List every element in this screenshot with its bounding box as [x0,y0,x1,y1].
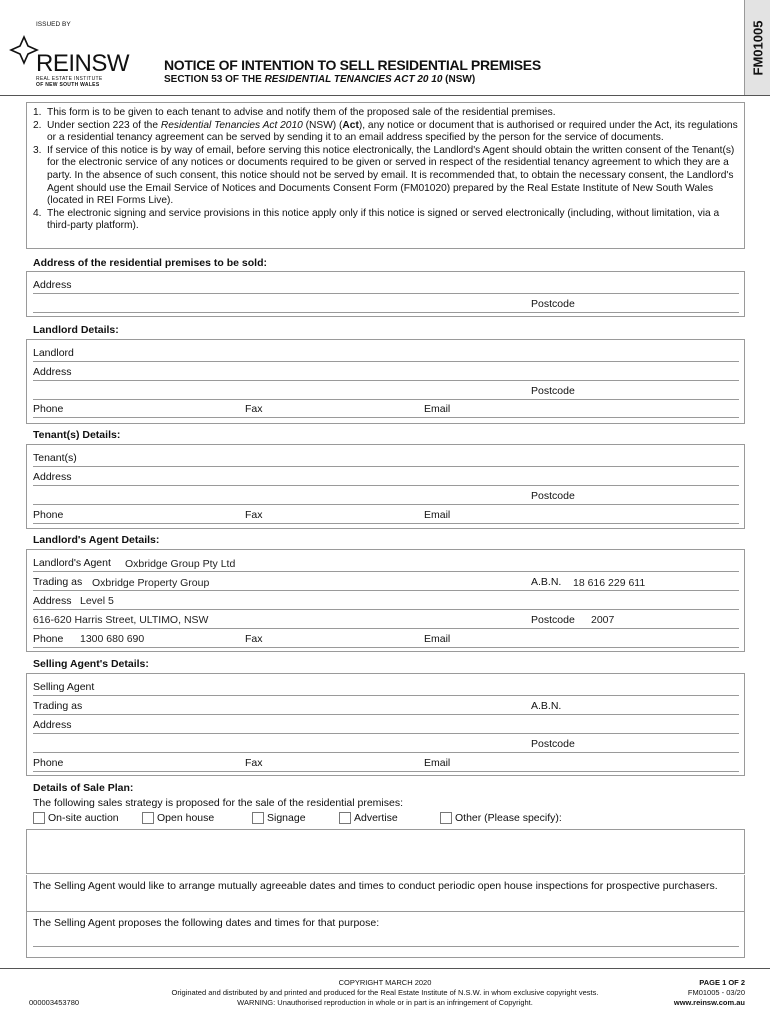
page-subtitle: SECTION 53 OF THE RESIDENTIAL TENANCIES ACT 20 10 (NSW) [164,74,476,85]
landlord-agent-fax-label: Fax [245,633,263,645]
selling-agent-abn-label: A.B.N. [531,700,562,712]
note-item: 4. The electronic signing and service provisions in this notice apply only if this notice is signed or served electronically (including, without limitation, via a third-party platform). [33,207,720,232]
tenant-name-label: Tenant(s) [33,452,77,464]
landlord-agent-address-line2[interactable]: 616-620 Harris Street, ULTIMO, NSW [33,614,209,626]
landlord-agent-abn-value[interactable]: 18 616 229 611 [573,577,646,589]
logo-sub2: OF NEW SOUTH WALES [36,82,100,88]
premises-address-label: Address [33,279,72,291]
landlord-agent-trading-field [33,590,739,591]
landlord-email-label: Email [424,403,451,415]
landlord-fax-label: Fax [245,403,263,415]
form-code-tab [744,0,770,96]
landlord-name-label: Landlord [33,347,74,359]
footer-website[interactable]: www.reinsw.com.au [673,998,745,1007]
logo-text: REINSW [36,50,129,77]
landlord-agent-label: Landlord's Agent [33,557,111,569]
selling-agent-postcode-field[interactable] [33,752,739,753]
checkbox[interactable] [440,812,452,824]
reinsw-logo [9,35,39,70]
tenant-phone-label: Phone [33,509,64,521]
logo-sub1: REAL ESTATE INSTITUTE [36,76,103,82]
landlord-agent-address-field [33,609,739,610]
option-signage[interactable]: Signage [252,812,306,824]
form-code: FM01005 [750,20,765,75]
selling-agent-heading: Selling Agent's Details: [33,658,149,670]
premises-address-field[interactable] [33,293,739,294]
landlord-postcode-field[interactable] [33,399,739,400]
landlord-agent-postcode-field [33,628,739,629]
tenant-email-label: Email [424,509,451,521]
landlord-agent-abn-label: A.B.N. [531,576,562,588]
selling-agent-address-field[interactable] [33,733,739,734]
option-other[interactable]: Other (Please specify): [440,812,562,824]
dates-field[interactable] [33,946,739,947]
note-item: 3. If service of this notice is by way of email, before serving this notice electronically, the Landlord's Agent should obtain the written consent of the Tenant(s) for the electronic service of any notices or documents required to be given or served in respect of the residential tenancy agreement to which they are a party. In the absence of such consent, this notice should not be served by email. It is recommended that, to obtain the necessary consent, the Landlord's Agent should use the Email Service of Notices and Documents Consent Form (FM01020) prepared by the Real Estate Institute of New South Wales (located in REI Forms Live). [33,144,735,207]
selling-agent-contact-field[interactable] [33,771,739,772]
tenant-postcode-field[interactable] [33,504,739,505]
option-onsite-auction[interactable]: On-site auction [33,812,119,824]
tenant-name-field[interactable] [33,466,739,467]
landlord-agent-field [33,571,739,572]
landlord-agent-contact-field [33,647,739,648]
checkbox[interactable] [339,812,351,824]
landlord-address-field[interactable] [33,380,739,381]
selling-agent-email-label: Email [424,757,451,769]
issued-by: ISSUED BY [36,21,71,28]
checkbox[interactable] [142,812,154,824]
tenant-address-field[interactable] [33,485,739,486]
premises-postcode-label: Postcode [531,298,575,310]
landlord-agent-value[interactable]: Oxbridge Group Pty Ltd [125,558,236,570]
footer-divider [0,968,770,969]
tenant-heading: Tenant(s) Details: [33,429,121,441]
landlord-agent-trading-value[interactable]: Oxbridge Property Group [92,577,210,589]
landlord-name-field[interactable] [33,361,739,362]
landlord-agent-postcode-label: Postcode [531,614,575,626]
landlord-phone-label: Phone [33,403,64,415]
selling-agent-phone-label: Phone [33,757,64,769]
landlord-box [26,339,745,424]
footer-distributed: Originated and distributed by and printed and produced for the Real Estate Institute of N.S.W. in whom exclusive copyright vests. [171,988,599,997]
note-item: 2. Under section 223 of the Residential Tenancies Act 2010 (NSW) (Act), any notice or document that is authorised or required under the Act, its regulations or a residential tenancy agreement can be served by sending it to an email address specified by the person for the service of documents. [33,119,738,144]
selling-agent-trading-label: Trading as [33,700,83,712]
selling-agent-fax-label: Fax [245,757,263,769]
checkbox[interactable] [33,812,45,824]
selling-agent-box [26,673,745,776]
landlord-agent-address-value[interactable]: Level 5 [80,595,114,607]
notes-list [33,107,741,233]
landlord-contact-field[interactable] [33,417,739,418]
selling-agent-field[interactable] [33,695,739,696]
checkbox[interactable] [252,812,264,824]
option-advertise[interactable]: Advertise [339,812,398,824]
footer-serial: 000003453780 [29,998,80,1007]
note-item: 1. This form is to be given to each tenant to advise and notify them of the proposed sale of the residential premises. [33,107,556,118]
landlord-address-label: Address [33,366,72,378]
landlord-postcode-label: Postcode [531,385,575,397]
other-specify-field[interactable] [26,829,745,874]
option-open-house[interactable]: Open house [142,812,214,824]
premises-postcode-field[interactable] [33,312,739,313]
page-title: NOTICE OF INTENTION TO SELL RESIDENTIAL PREMISES [164,57,541,73]
sale-plan-intro: The following sales strategy is proposed for the sale of the residential premises: [33,797,404,809]
landlord-agent-phone-value[interactable]: 1300 680 690 [80,633,145,645]
header-divider [0,95,770,96]
tenant-fax-label: Fax [245,509,263,521]
tenant-address-label: Address [33,471,72,483]
landlord-agent-trading-label: Trading as [33,576,83,588]
premises-box [26,271,745,317]
tenant-box [26,444,745,529]
landlord-agent-postcode-value[interactable]: 2007 [591,614,615,626]
footer-page: PAGE 1 OF 2 [699,978,745,987]
footer-copyright: COPYRIGHT MARCH 2020 [338,978,432,987]
premises-heading: Address of the residential premises to be sold: [33,257,267,269]
selling-agent-postcode-label: Postcode [531,738,575,750]
tenant-contact-field[interactable] [33,523,739,524]
logo-diamond-icon [9,35,39,65]
selling-agent-trading-field[interactable] [33,714,739,715]
landlord-agent-address-label: Address [33,595,72,607]
footer-form-rev: FM01005 - 03/20 [687,988,745,997]
landlord-agent-heading: Landlord's Agent Details: [33,534,160,546]
landlord-heading: Landlord Details: [33,324,119,336]
landlord-agent-email-label: Email [424,633,451,645]
sale-plan-heading: Details of Sale Plan: [33,782,134,794]
tenant-postcode-label: Postcode [531,490,575,502]
open-house-text: The Selling Agent would like to arrange mutually agreeable dates and times to conduct periodic open house inspections for prospective purchasers. [33,880,718,892]
dates-text: The Selling Agent proposes the following dates and times for that purpose: [33,917,380,929]
selling-agent-address-label: Address [33,719,72,731]
selling-agent-label: Selling Agent [33,681,95,693]
footer-warning: WARNING: Unauthorised reproduction in whole or in part is an infringement of Copyright. [237,998,533,1007]
landlord-agent-phone-label: Phone [33,633,64,645]
